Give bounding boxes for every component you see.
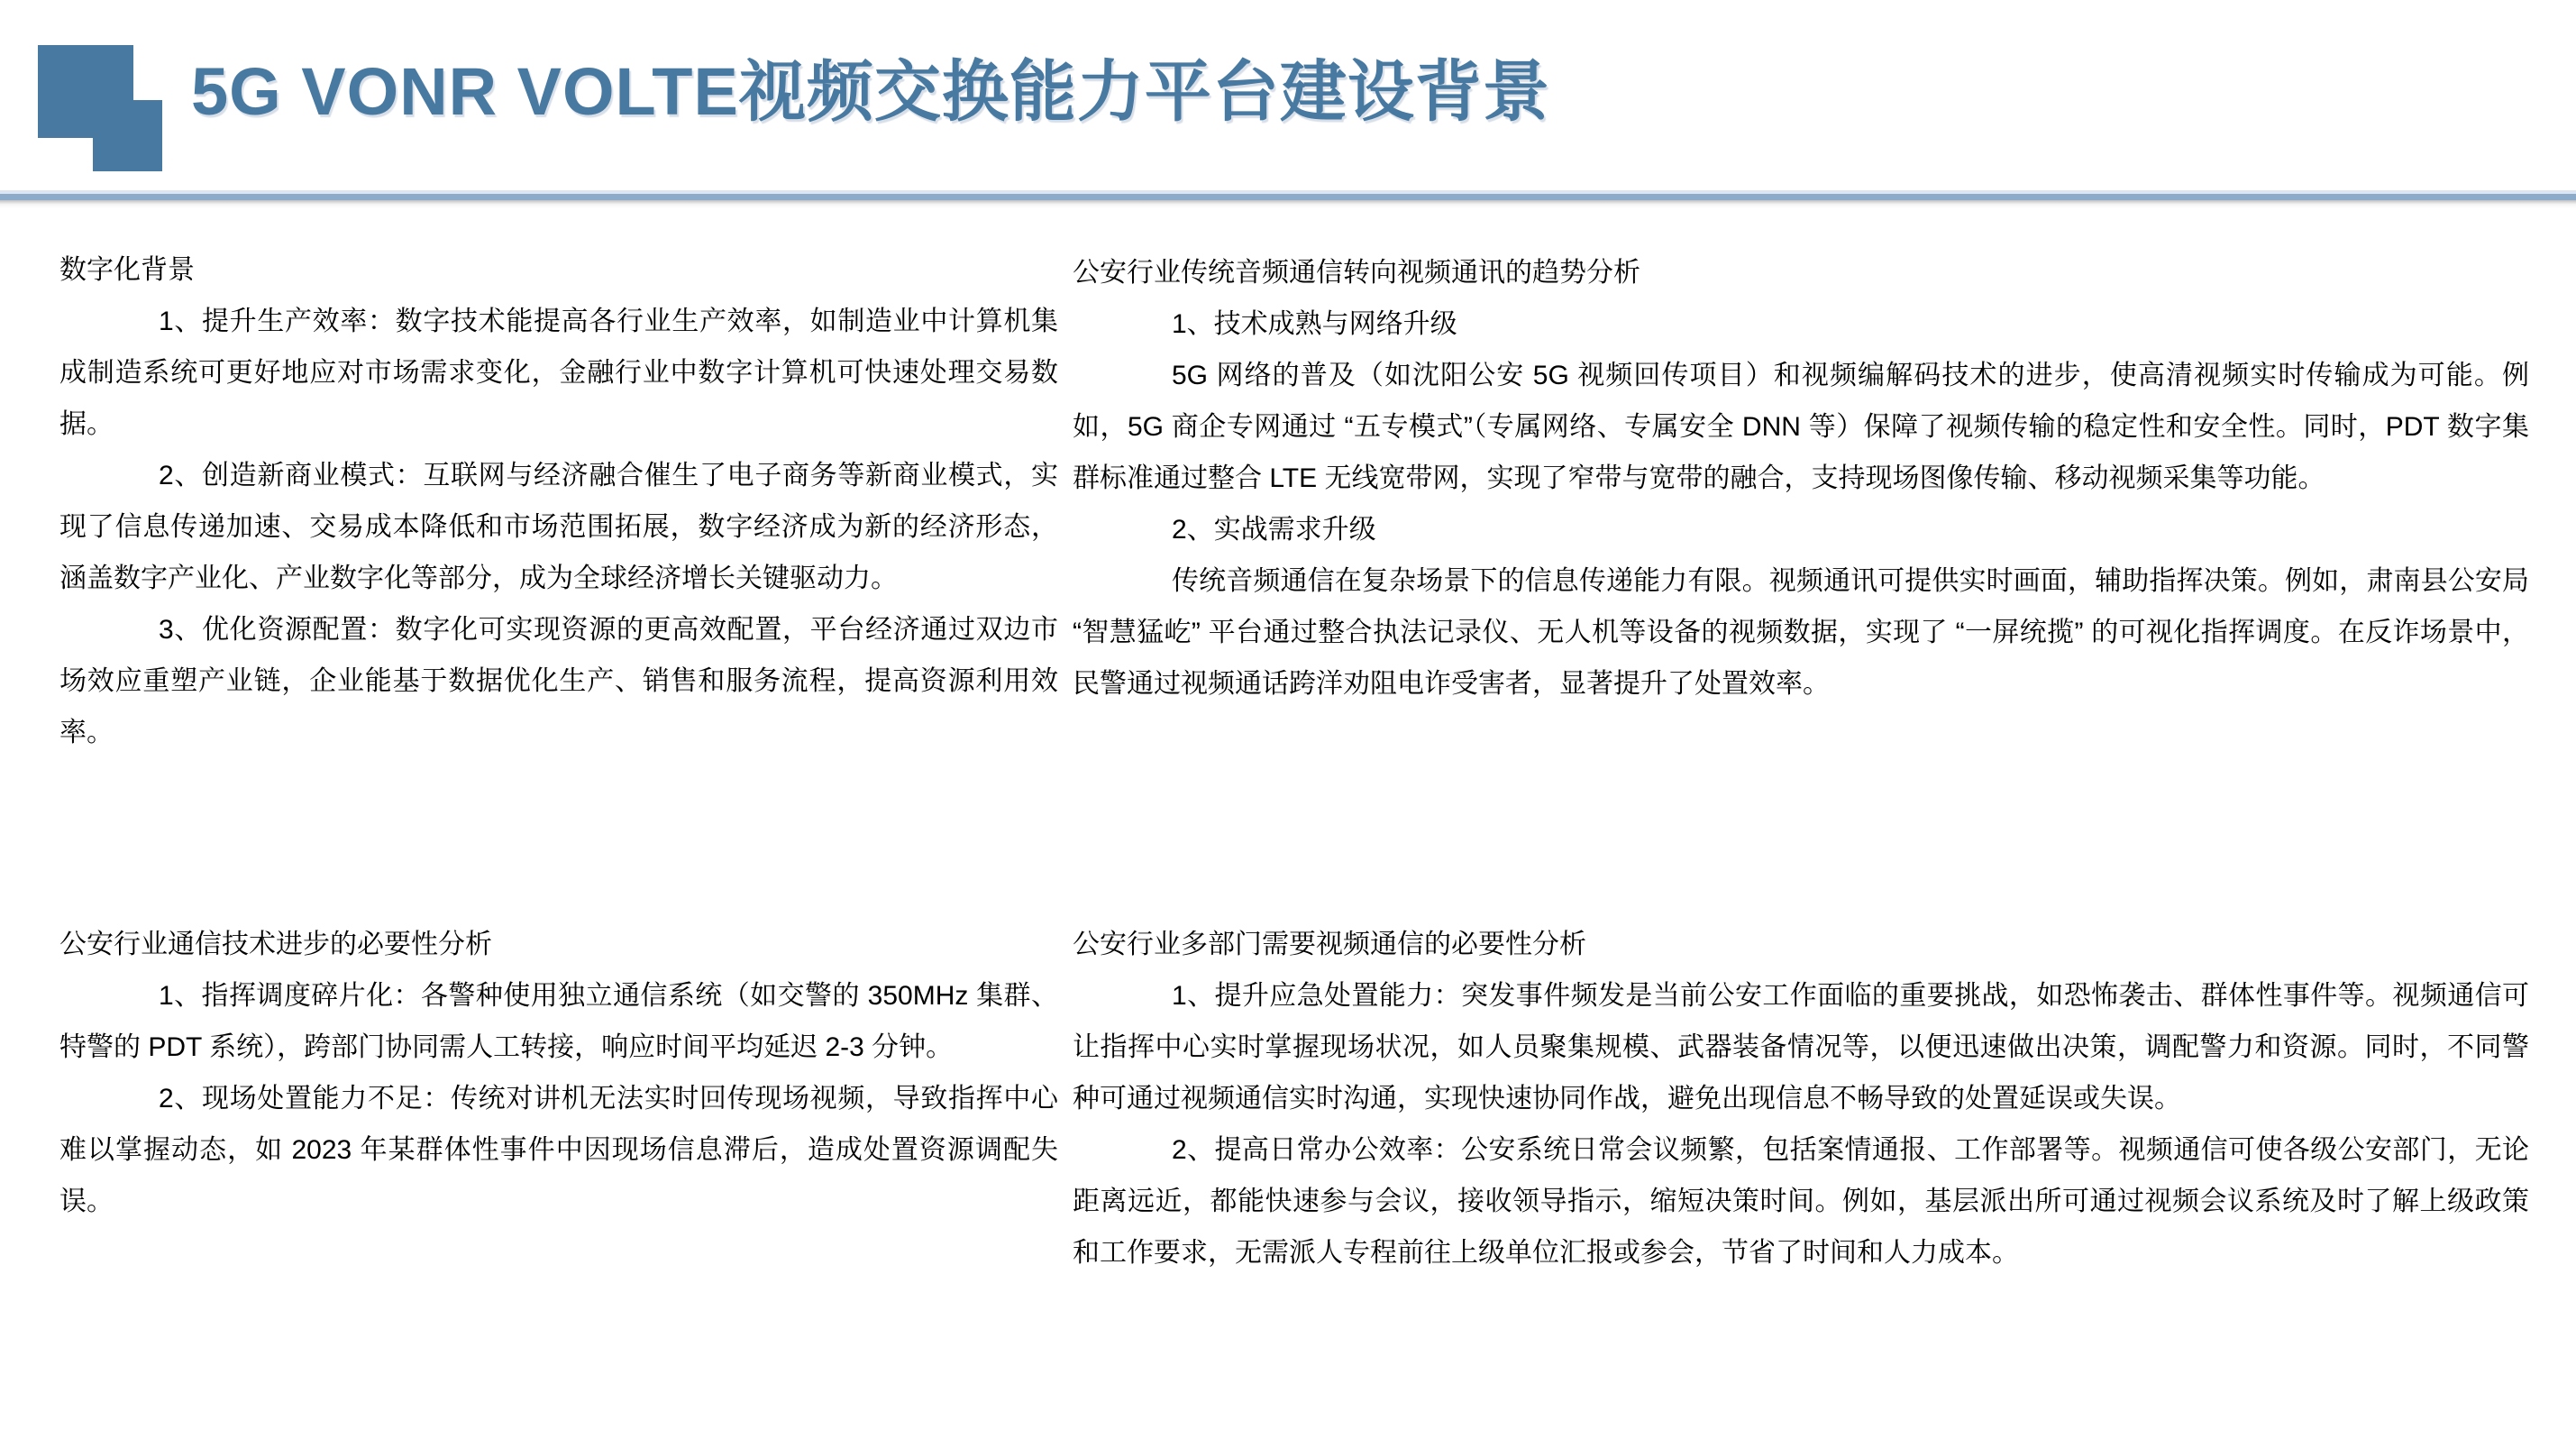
section-heading: 公安行业多部门需要视频通信的必要性分析 xyxy=(1073,930,1586,959)
section-heading: 公安行业通信技术进步的必要性分析 xyxy=(59,930,492,959)
section-heading: 公安行业传统音频通信转向视频通讯的趋势分析 xyxy=(1073,258,1640,288)
section-paragraph: 2、实战需求升级 xyxy=(1172,515,1376,545)
section-paragraph: 5G 网络的普及（如沈阳公安 5G 视频回传项目）和视频编解码技术的进步，使高清视频实时传输成为可能。例如，5G 商企专网通过 “五专模式”（专属网络、专属安全 DNN 等）保障了视频传输的稳定性和安全性。同时，PDT 数字集群标准通过整合 LTE 无线宽带网，实现了窄带与宽带的融合，支持现场图像传输、移动视频采集等功能。 xyxy=(1073,361,2529,493)
section-digital-background xyxy=(59,244,1058,758)
section-paragraph: 1、提升应急处置能力：突发事件频发是当前公安工作面临的重要挑战，如恐怖袭击、群体性事件等。视频通信可让指挥中心实时掌握现场状况，如人员聚集规模、武器装备情况等，以便迅速做出决策，调配警力和资源。同时，不同警种可通过视频通信实时沟通，实现快速协同作战，避免出现信息不畅导致的处置延误或失误。 xyxy=(1073,981,2529,1114)
page-title: 5G VONR VOLTE视频交换能力平台建设背景 xyxy=(191,54,1550,129)
section-paragraph: 3、优化资源配置：数字化可实现资源的更高效配置，平台经济通过双边市场效应重塑产业链，企业能基于数据优化生产、销售和服务流程，提高资源利用效率。 xyxy=(59,615,1058,747)
section-comm-tech-necessity xyxy=(59,919,1058,1227)
divider-line xyxy=(0,194,2576,200)
section-paragraph: 2、现场处置能力不足：传统对讲机无法实时回传现场视频，导致指挥中心难以掌握动态，如 2023 年某群体性事件中因现场信息滞后，造成处置资源调配失误。 xyxy=(59,1084,1058,1216)
section-audio-to-video-trend xyxy=(1073,247,2529,710)
section-paragraph: 1、技术成熟与网络升级 xyxy=(1172,309,1457,339)
section-paragraph: 1、提升生产效率：数字技术能提高各行业生产效率，如制造业中计算机集成制造系统可更好地应对市场需求变化，金融行业中数字计算机可快速处理交易数据。 xyxy=(59,307,1058,439)
divider-shadow xyxy=(0,200,2576,208)
section-paragraph: 1、指挥调度碎片化：各警种使用独立通信系统（如交警的 350MHz 集群、特警的 PDT 系统），跨部门协同需人工转接，响应时间平均延迟 2-3 分钟。 xyxy=(59,981,1058,1062)
header-divider xyxy=(0,190,2576,210)
section-paragraph: 2、创造新商业模式：互联网与经济融合催生了电子商务等新商业模式，实现了信息传递加速、交易成本降低和市场范围拓展，数字经济成为新的经济形态，涵盖数字产业化、产业数字化等部分，成为全球经济增长关键驱动力。 xyxy=(59,461,1058,593)
section-paragraph: 2、提高日常办公效率：公安系统日常会议频繁，包括案情通报、工作部署等。视频通信可使各级公安部门，无论距离远近，都能快速参与会议，接收领导指示，缩短决策时间。例如，基层派出所可通过视频会议系统及时了解上级政策和工作要求，无需派人专程前往上级单位汇报或参会，节省了时间和人力成本。 xyxy=(1073,1135,2529,1268)
title-squares-icon xyxy=(38,45,164,173)
section-paragraph: 传统音频通信在复杂场景下的信息传递能力有限。视频通讯可提供实时画面，辅助指挥决策。例如，肃南县公安局 “智慧猛屹” 平台通过整合执法记录仪、无人机等设备的视频数据，实现了 “一屏统揽” 的可视化指挥调度。在反诈场景中，民警通过视频通话跨洋劝阻电诈受害者，显著提升了处置效率。 xyxy=(1073,566,2529,699)
section-heading: 数字化背景 xyxy=(59,255,195,285)
section-multi-department-necessity xyxy=(1073,919,2529,1279)
title-square-small xyxy=(93,100,162,171)
